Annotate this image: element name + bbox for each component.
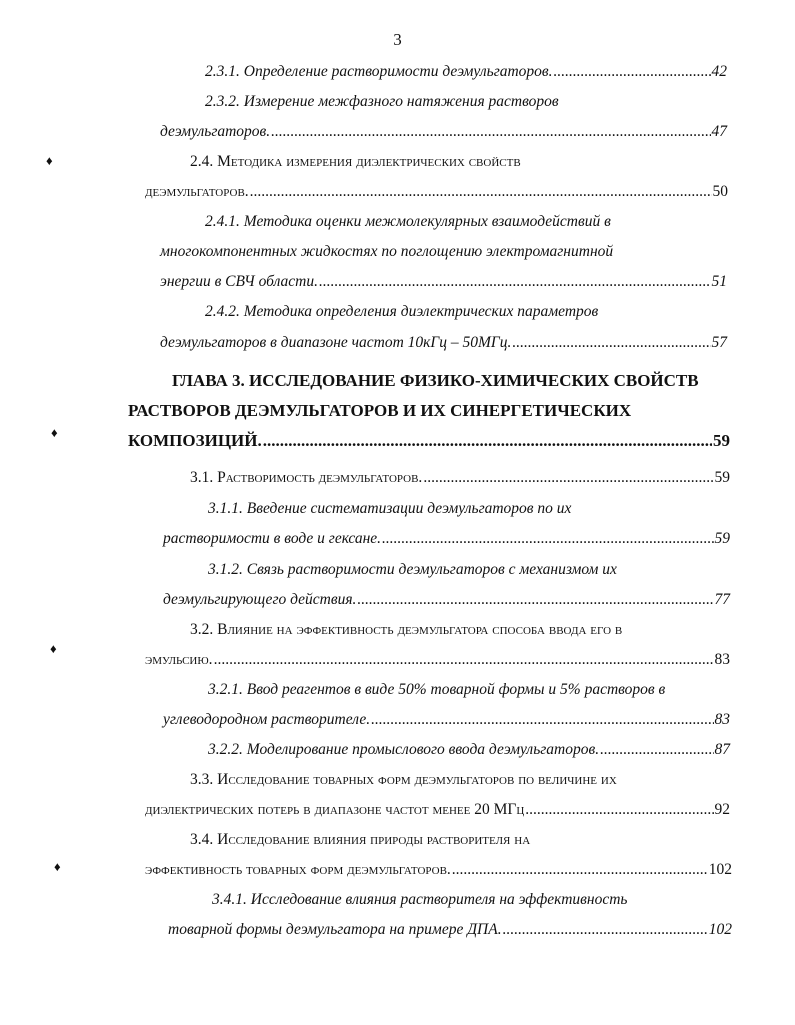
dot-leader	[214, 650, 714, 670]
toc-entry-3-1-1-line1	[208, 499, 571, 519]
toc-entry-text: деэмульгаторов.	[145, 183, 249, 200]
toc-entry-text: 2.3.2. Измерение межфазного натяжения растворов	[205, 93, 559, 110]
toc-entry-3-2-1-line2	[163, 710, 730, 730]
toc-entry-text: деэмульгирующего действия.	[163, 591, 357, 608]
toc-entry-3-2-2	[208, 740, 730, 760]
toc-entry-page: 57	[711, 334, 727, 351]
toc-entry-text: многокомпонентных жидкостях по поглощению электромагнитной	[160, 243, 614, 260]
dot-leader	[250, 182, 712, 202]
toc-chapter-3-line3	[128, 430, 730, 452]
page-number: 3	[393, 30, 402, 49]
dot-leader	[554, 62, 711, 82]
toc-entry-3-4-line1	[190, 830, 530, 850]
toc-entry-3-4-1-line2	[168, 920, 732, 940]
toc-entry-3-2-line2	[145, 650, 730, 670]
dot-leader	[525, 800, 713, 820]
toc-chapter-text: КОМПОЗИЦИЙ.	[128, 431, 262, 450]
toc-entry-text: углеводородном растворителе.	[163, 711, 371, 728]
toc-entry-page: 92	[714, 801, 730, 818]
toc-entry-text: 2.4. Методика измерения диэлектрических свойств	[190, 153, 521, 170]
toc-entry-text: энергии в СВЧ области.	[160, 273, 318, 290]
margin-bullet-icon: ♦	[50, 641, 57, 656]
toc-entry-2-3-2-line2	[160, 122, 727, 142]
toc-entry-2-4-line1	[190, 152, 521, 172]
toc-entry-2-4-1-line1	[205, 212, 611, 232]
margin-bullet-icon: ♦	[51, 425, 58, 440]
toc-entry-2-4-1-line3	[160, 272, 727, 292]
toc-entry-2-4-1-line2	[160, 242, 613, 262]
toc-entry-3-1-2-line2	[163, 590, 730, 610]
toc-entry-page: 59	[714, 530, 730, 547]
toc-entry-page: 59	[714, 469, 730, 486]
dot-leader	[263, 430, 712, 452]
toc-entry-text: 3.2.1. Ввод реагентов в виде 50% товарной формы и 5% растворов в	[208, 681, 666, 698]
toc-chapter-3-line1	[172, 370, 699, 392]
toc-entry-text: диэлектрических потерь в диапазоне частот менее 20 МГц	[145, 801, 525, 818]
dot-leader	[423, 468, 713, 488]
toc-entry-text: 2.4.1. Методика оценки межмолекулярных взаимодействий в	[205, 213, 611, 230]
dot-leader	[452, 860, 708, 880]
toc-entry-page: 77	[714, 591, 730, 608]
margin-bullet-icon: ♦	[46, 153, 53, 168]
toc-entry-3-3-line2	[145, 800, 730, 820]
dot-leader	[357, 590, 713, 610]
toc-entry-page: 59	[713, 431, 730, 450]
toc-entry-text: 3.2. Влияние на эффективность деэмульгатора способа ввода его в	[190, 621, 623, 638]
toc-entry-text: деэмульгаторов в диапазоне частот 10кГц – 50МГц.	[160, 334, 512, 351]
margin-bullet-icon: ♦	[54, 859, 61, 874]
toc-entry-2-3-1	[205, 62, 727, 82]
toc-entry-3-1-2-line1	[208, 560, 617, 580]
dot-leader	[503, 920, 708, 940]
toc-entry-3-2-1-line1	[208, 680, 665, 700]
toc-entry-page: 42	[711, 63, 727, 80]
toc-entry-page: 102	[708, 921, 732, 938]
toc-entry-2-4-2-line2	[160, 333, 727, 353]
toc-chapter-3-line2	[128, 400, 631, 422]
toc-entry-text: 3.1.1. Введение систематизации деэмульгаторов по их	[208, 500, 572, 517]
toc-entry-page: 47	[711, 123, 727, 140]
toc-entry-3-1-1-line2	[163, 529, 730, 549]
toc-entry-text: эмульсию.	[145, 651, 213, 668]
toc-entry-page: 102	[708, 861, 732, 878]
toc-entry-text: растворимости в воде и гексане.	[163, 530, 382, 547]
dot-leader	[371, 710, 713, 730]
toc-entry-text: деэмульгаторов.	[160, 123, 271, 140]
toc-entry-page: 50	[712, 183, 728, 200]
dot-leader	[319, 272, 711, 292]
toc-entry-2-3-2-line1	[205, 92, 559, 112]
toc-entry-3-4-line2	[145, 860, 732, 880]
dot-leader	[512, 333, 710, 353]
dot-leader	[382, 529, 713, 549]
toc-entry-page: 83	[714, 711, 730, 728]
toc-entry-text: 3.4. Исследование влияния природы растворителя на	[190, 831, 531, 848]
toc-entry-text: 3.1.2. Связь растворимости деэмульгаторов с механизмом их	[208, 561, 617, 578]
toc-entry-3-1	[190, 468, 730, 488]
toc-entry-text: 3.3. Исследование товарных форм деэмульгаторов по величине их	[190, 771, 617, 788]
toc-entry-2-4-line2	[145, 182, 728, 202]
toc-entry-text: 3.1. Растворимость деэмульгаторов.	[190, 469, 423, 486]
toc-chapter-text: ГЛАВА 3. ИССЛЕДОВАНИЕ ФИЗИКО-ХИМИЧЕСКИХ СВОЙСТВ	[172, 371, 699, 390]
toc-entry-3-2-line1	[190, 620, 622, 640]
toc-entry-text: 2.4.2. Методика определения диэлектрических параметров	[205, 303, 599, 320]
toc-entry-3-4-1-line1	[212, 890, 627, 910]
toc-entry-text: товарной формы деэмульгатора на примере ДПА.	[168, 921, 502, 938]
toc-entry-page: 87	[714, 741, 730, 758]
toc-entry-3-3-line1	[190, 770, 617, 790]
toc-entry-text: 3.2.2. Моделирование промыслового ввода деэмульгаторов.	[208, 741, 600, 758]
toc-entry-text: 3.4.1. Исследование влияния растворителя на эффективность	[212, 891, 628, 908]
toc-entry-page: 51	[711, 273, 727, 290]
toc-chapter-text: РАСТВОРОВ ДЕЭМУЛЬГАТОРОВ И ИХ СИНЕРГЕТИЧЕСКИХ	[128, 401, 632, 420]
toc-entry-page: 83	[714, 651, 730, 668]
toc-entry-text: эффективность товарных форм деэмульгаторов.	[145, 861, 451, 878]
toc-entry-2-4-2-line1	[205, 302, 598, 322]
toc-entry-text: 2.3.1. Определение растворимости деэмульгаторов.	[205, 63, 553, 80]
dot-leader	[600, 740, 713, 760]
dot-leader	[271, 122, 710, 142]
